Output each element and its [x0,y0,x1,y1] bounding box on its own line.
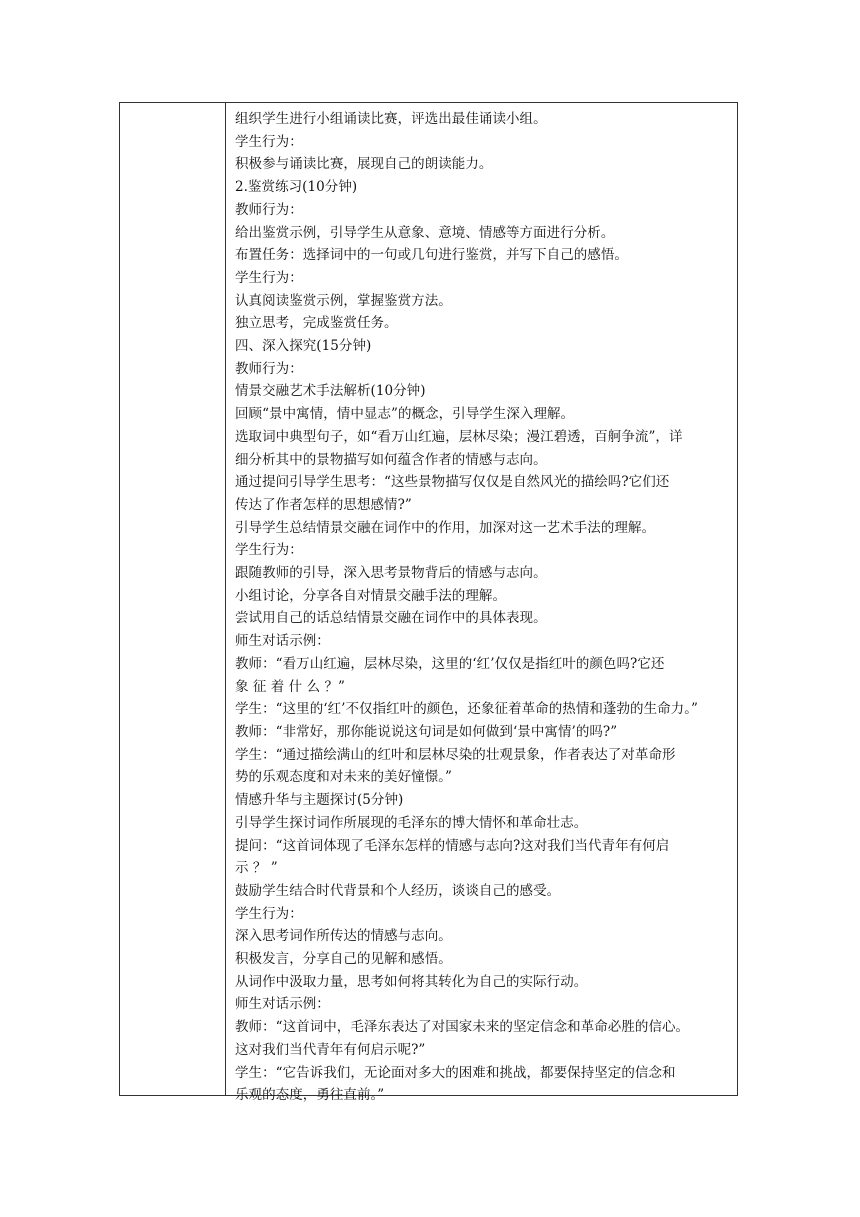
text-line: 通过提问引导学生思考：“这些景物描写仅仅是自然风光的描绘吗?它们还 [235,474,670,491]
text-line: 引导学生探讨词作所展现的毛泽东的博大情怀和革命壮志。 [235,814,588,831]
text-line: 布置任务：选择词中的一句或几句进行鉴赏，并写下自己的感悟。 [235,247,628,264]
text-line: 教师：“这首词中，毛泽东表达了对国家未来的坚定信念和革命必胜的信心。 [235,1019,690,1036]
lesson-content [235,108,735,1107]
text-line: 小组讨论，分享各自对情景交融手法的理解。 [235,587,506,604]
text-line: 引导学生总结情景交融在词作中的作用，加深对这一艺术手法的理解。 [235,519,656,536]
text-line: 提问：“这首词体现了毛泽东怎样的情感与志向?这对我们当代青年有何启 [235,837,670,854]
text-line: 学生：“通过描绘满山的红叶和层林尽染的壮观景象，作者表达了对革命形 [235,746,676,763]
text-line: 跟随教师的引导，深入思考景物背后的情感与志向。 [235,565,547,582]
text-line: 这对我们当代青年有何启示呢?” [235,1041,426,1058]
text-line: 情感升华与主题探讨(5分钟) [235,792,404,809]
lesson-table [119,102,738,1104]
text-line: 独立思考，完成鉴赏任务。 [235,315,398,332]
text-line: 教师行为： [235,360,303,377]
text-line: 传达了作者怎样的思想感情?” [235,496,412,513]
text-line: 学生行为： [235,905,303,922]
text-line: 认真阅读鉴赏示例，掌握鉴赏方法。 [235,292,452,309]
text-line: 深入思考词作所传达的情感与志向。 [235,928,452,945]
text-line: 鼓励学生结合时代背景和个人经历，谈谈自己的感受。 [235,882,561,899]
column-divider [225,103,226,1095]
text-line: 从词作中汲取力量，思考如何将其转化为自己的实际行动。 [235,973,588,990]
text-line: 学生：“它告诉我们，无论面对多大的困难和挑战，都要保持坚定的信念和 [235,1064,676,1081]
text-line: 势的乐观态度和对未来的美好憧憬。” [235,769,453,786]
text-line: 回顾“景中寓情，情中显志”的概念，引导学生深入理解。 [235,406,575,423]
text-line: 教师：“看万山红遍，层林尽染，这里的‘红’仅仅是指红叶的颜色吗?它还 [235,655,665,672]
text-line: 给出鉴赏示例，引导学生从意象、意境、情感等方面进行分析。 [235,224,615,241]
text-line: 师生对话示例： [235,996,330,1013]
text-line: 教师：“非常好，那你能说说这句词是如何做到‘景中寓情’的吗?” [235,723,618,740]
text-line: 组织学生进行小组诵读比赛，评选出最佳诵读小组。 [235,111,547,127]
text-line: 细分析其中的景物描写如何蕴含作者的情感与志向。 [235,451,547,468]
text-line: 四、深入探究(15分钟) [235,338,372,355]
text-line: 尝试用自己的话总结情景交融在词作中的具体表现。 [235,610,547,627]
text-line: 2.鉴赏练习(10分钟) [235,179,358,196]
text-line: 学生行为： [235,542,303,559]
text-line: 示 ？ ” [235,860,278,877]
text-line: 学生行为： [235,269,303,286]
text-line: 情景交融艺术手法解析(10分钟) [235,383,426,400]
text-line: 学生行为： [235,133,303,150]
text-line: 象 征 着 什 么 ？” [235,678,345,695]
text-line: 积极参与诵读比赛，展现自己的朗读能力。 [235,156,493,173]
text-line: 师生对话示例： [235,633,330,650]
text-line: 教师行为： [235,201,303,218]
text-line: 积极发言，分享自己的见解和感悟。 [235,951,452,968]
text-line: 乐观的态度，勇往直前。” [235,1087,385,1104]
text-line: 学生：“这里的‘红’不仅指红叶的颜色，还象征着革命的热情和蓬勃的生命力。” [235,701,698,718]
text-line: 选取词中典型句子，如“看万山红遍，层林尽染；漫江碧透，百舸争流”，详 [235,428,683,445]
